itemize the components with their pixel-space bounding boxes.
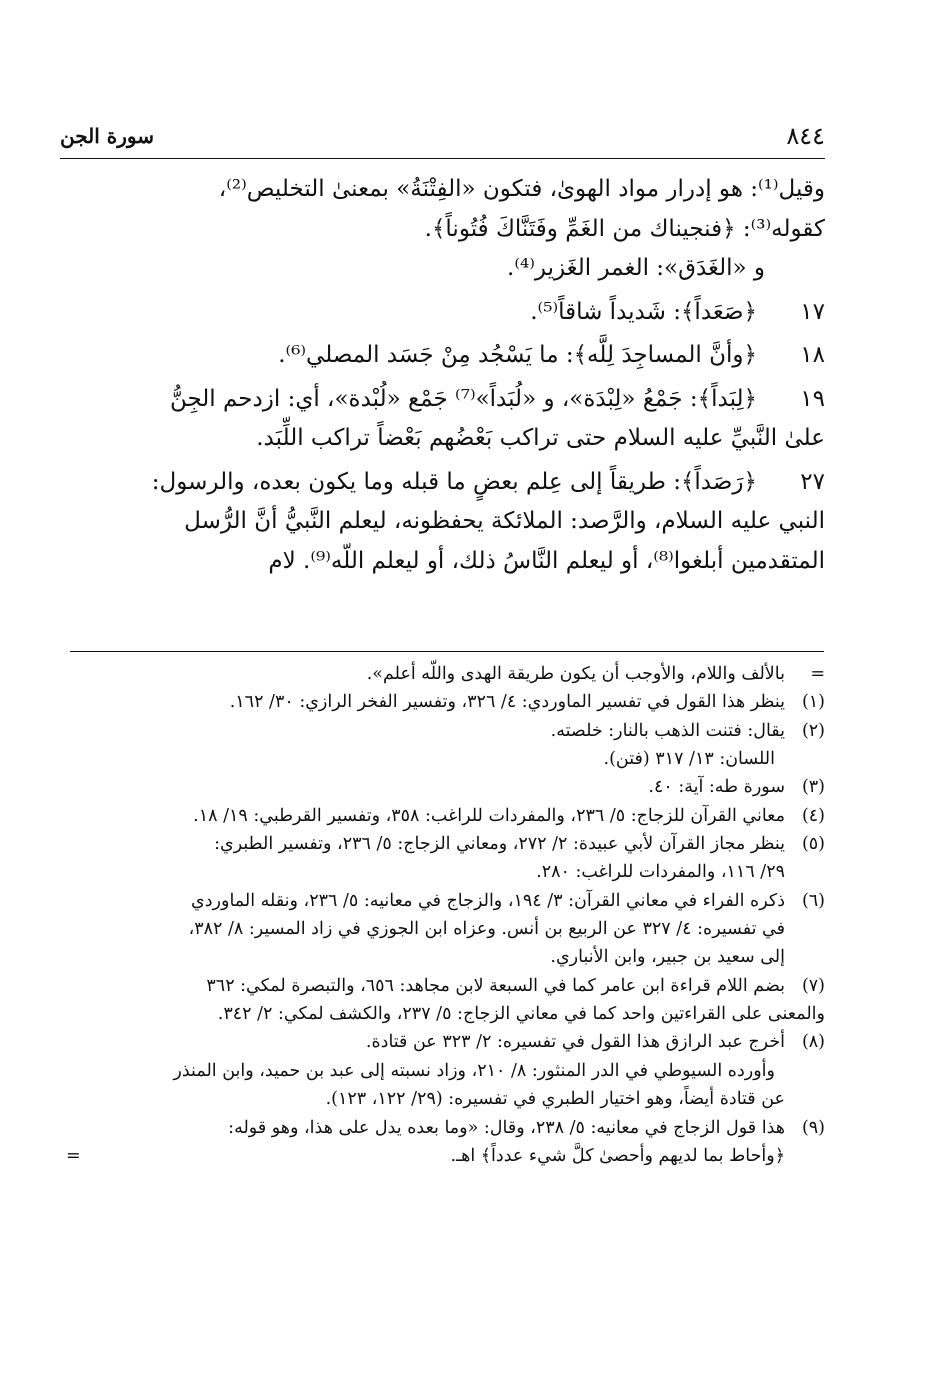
footnote-line: عن قتادة أيضاً، وهو اختيار الطبري في تفسيره: (٢٩/ ١٢٢، ١٢٣).	[325, 1089, 785, 1110]
verse-gloss-19	[70, 380, 825, 459]
gloss-line: ﴿صَعَداً﴾: شَديداً شاقاً⁽⁵⁾.	[530, 298, 757, 325]
verse-number: ١٧	[800, 298, 825, 325]
continuation-mark: =	[66, 1145, 81, 1166]
verse-gloss-18	[70, 336, 825, 376]
verse-number: ٢٧	[800, 468, 825, 495]
footnote-mark: (٥)	[801, 834, 825, 855]
footnote-mark: (٤)	[801, 805, 825, 826]
gloss-line: ﴿وأنَّ المساجِدَ لِلَّه﴾: ما يَسْجُد مِنْ جَسَد المصلي⁽⁶⁾.	[278, 342, 757, 369]
footnote-line: هذا قول الزجاج في معانيه: ٥/ ٢٣٨، وقال: «وما بعده يدل على هذا، وهو قوله:	[228, 1117, 785, 1138]
footnote-8	[66, 1028, 825, 1113]
footnote-mark: (٧)	[801, 975, 825, 996]
running-title: سورة الجن	[60, 124, 154, 148]
footnote-line: بضم اللام قراءة ابن عامر كما في السبعة لابن مجاهد: ٦٥٦، والتبصرة لمكي: ٣٦٢	[206, 975, 785, 996]
footnote-mark: (٩)	[801, 1117, 825, 1138]
footnote-mark: (١)	[801, 692, 825, 713]
footnote-line: ذكره الفراء في معاني القرآن: ٣/ ١٩٤، والزجاج في معانيه: ٥/ ٢٣٦، ونقله الماوردي	[191, 890, 785, 911]
footnote-line: وأورده السيوطي في الدر المنثور: ٨/ ٢١٠، وزاد نسبته إلى عبد بن حميد، وابن المنذر	[173, 1060, 775, 1081]
footnote-5	[66, 830, 825, 887]
ghadaq-line: و «الغَدَق»: الغمر الغَزير⁽⁴⁾.	[507, 255, 765, 282]
footnote-mark: (٢)	[801, 720, 825, 741]
footnote-line: ينظر هذا القول في تفسير الماوردي: ٤/ ٣٢٦، وتفسير الفخر الرازي: ٣٠/ ١٦٢.	[229, 692, 785, 713]
footnote-mark: (٦)	[801, 890, 825, 911]
footnote-line: اللسان: ١٣/ ٣١٧ (فتن).	[603, 749, 775, 770]
footnote-1	[66, 688, 825, 716]
main-text	[70, 170, 825, 581]
verse-gloss-17	[70, 293, 825, 333]
footnote-line: إلى سعيد بن جبير، وابن الأنباري.	[550, 947, 785, 968]
footnote-2	[66, 717, 825, 774]
footnote-line: ينظر مجاز القرآن لأبي عبيدة: ٢/ ٢٧٢، ومعاني الزجاج: ٥/ ٢٣٦، وتفسير الطبري:	[214, 834, 785, 855]
gloss-line: المتقدمين أبلغوا⁽⁸⁾، أو ليعلم النَّاسُ ذلك، أو ليعلم اللّه⁽⁹⁾. لام	[268, 547, 825, 574]
footnote-mark: =	[810, 664, 825, 684]
footnotes	[66, 660, 825, 1170]
footnote-9	[66, 1114, 825, 1171]
footnote-line: والمعنى على القراءتين واحد كما في معاني الزجاج: ٥/ ٢٣٧، والكشف لمكي: ٢/ ٣٤٢.	[217, 1004, 825, 1025]
verse-number: ١٩	[800, 385, 825, 412]
footnote-line: سورة طه: آية: ٤٠.	[648, 777, 785, 798]
footnote-line: بالألف واللام، والأوجب أن يكون طريقة الهدى واللّه أعلم».	[366, 664, 785, 684]
verse-number: ١٨	[800, 342, 825, 369]
footnote-continued	[66, 660, 825, 688]
footnote-line: أخرج عبد الرازق هذا القول في تفسيره: ٢/ ٣٢٣ عن قتادة.	[365, 1032, 785, 1053]
footnote-6	[66, 887, 825, 972]
page-header	[60, 118, 825, 159]
footnote-7	[66, 972, 825, 1029]
footnote-separator	[70, 651, 824, 652]
gloss-line: ﴿لِبَداً﴾: جَمْعُ «لِبْدَة»، و «لُبَداً»⁽⁷⁾ جَمْع «لُبْدة»، أي: ازدحم الجِنُّ	[169, 385, 757, 412]
footnote-3	[66, 773, 825, 801]
footnote-line: ٢٩/ ١١٦، والمفردات للراغب: ٢٨٠.	[536, 862, 785, 883]
intro-line: وقيل⁽¹⁾: هو إدرار مواد الهوىٰ، فتكون «الفِتْنَةُ» بمعنىٰ التخليص⁽²⁾،	[218, 176, 825, 202]
footnote-line: ﴿وأحاط بما لديهم وأحصىٰ كلَّ شيء عدداً﴾ اهـ.	[450, 1145, 785, 1166]
gloss-line: ﴿رَصَداً﴾: طريقاً إلى عِلم بعضٍ ما قبله وما يكون بعده، والرسول:	[151, 468, 757, 495]
gloss-line: علىٰ النَّبيِّ عليه السلام حتى تراكب بَعْضُهم بَعْضاً تراكب اللِّبَد.	[256, 425, 825, 452]
gloss-line: النبي عليه السلام، والرَّصد: الملائكة يحفظونه، ليعلم النَّبيُّ أنَّ الرُّسل	[184, 508, 825, 535]
footnote-line: يقال: فتنت الذهب بالنار: خلصته.	[550, 720, 785, 741]
footnote-mark: (٨)	[801, 1032, 825, 1053]
page-number: ٨٤٤	[786, 122, 825, 150]
footnote-line: في تفسيره: ٤/ ٣٢٧ عن الربيع بن أنس. وعزاه ابن الجوزي في زاد المسير: ٨/ ٣٨٢،	[188, 919, 785, 940]
verse-gloss-27	[70, 463, 825, 582]
footnote-mark: (٣)	[801, 777, 825, 798]
intro-line: كقوله⁽³⁾: ﴿فنجيناك من الغَمِّ وفَتَنَّاكَ فُتُوناً﴾.	[424, 215, 825, 242]
footnote-4	[66, 802, 825, 830]
footnote-line: معاني القرآن للزجاج: ٥/ ٢٣٦، والمفردات للراغب: ٣٥٨، وتفسير القرطبي: ١٩/ ١٨.	[193, 805, 785, 826]
